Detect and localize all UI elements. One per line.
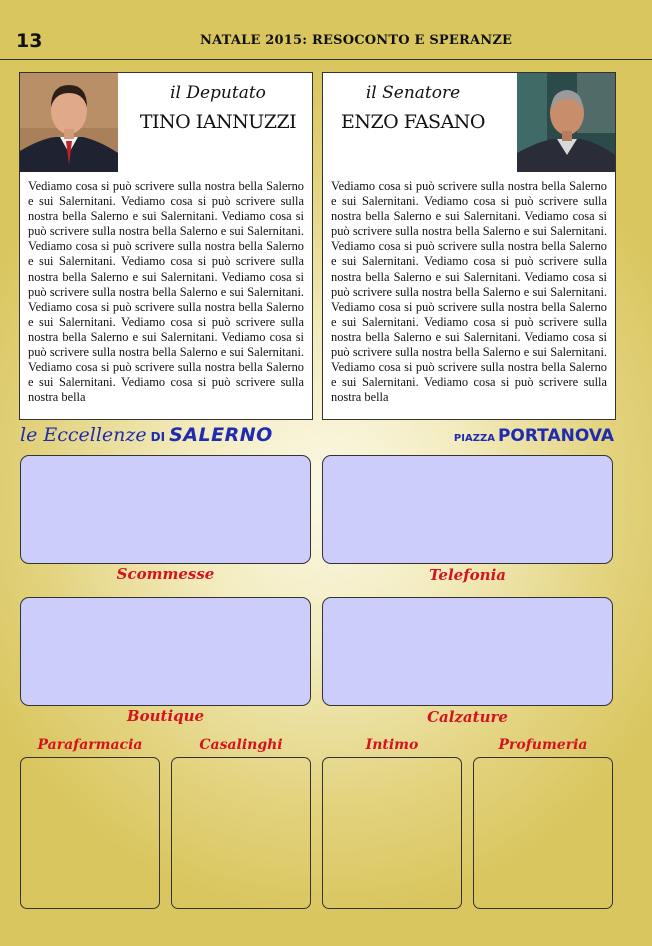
deputy-role: il Deputato [170, 83, 266, 103]
ad-box-boutique [20, 597, 311, 706]
deputy-photo [20, 73, 118, 172]
page-header [0, 0, 652, 60]
label-calzature: Calzature [427, 708, 508, 726]
section-location-piazza: PIAZZA [453, 433, 495, 444]
label-telefonia: Telefonia [428, 566, 506, 584]
senator-name: ENZO FASANO [340, 111, 485, 133]
ad-box-calzature [322, 597, 613, 706]
running-title: NATALE 2015: RESOCONTO E SPERANZE [200, 33, 513, 48]
senator-role: il Senatore [365, 83, 461, 103]
label-profumeria: Profumeria [498, 737, 588, 753]
section-title-eccellenze: le Eccellenze [20, 424, 147, 446]
section-title-di: DI [150, 430, 166, 444]
section-location-portanova: PORTANOVA [497, 426, 614, 446]
deputy-text: Vediamo cosa si può scrivere sulla nostra bella Salerno e sui Salernitani. Vediamo cosa si può scrivere sulla nostra bella Salerno e sui Salernitani. Vediamo cosa si può scrivere sulla nostra bella Salerno e sui Salernitani. Vediamo cosa si può scrivere sulla nostra bella Salerno e sui Salernitani. Vediamo cosa si può scrivere sulla nostra bella Salerno e sui Salernitani. Vediamo cosa si può scrivere sulla nostra bella Salerno e sui Salernitani. Vediamo cosa si può scrivere sulla nostra bella Salerno e sui Salernitani. Vediamo cosa si può scrivere sulla nostra bella Salerno e sui Salernitani. Vediamo cosa si può scrivere sulla nostra bella Salerno e sui Salernitani. Vediamo cosa si può scrivere sulla nostra bella Salerno e sui Salernitani. Vediamo cosa si può scrivere sulla nostra bella [28, 179, 304, 405]
ad-box-parafarmacia [20, 757, 160, 909]
ad-box-casalinghi [171, 757, 311, 909]
section-location [454, 426, 614, 446]
deputy-name: TINO IANNUZZI [139, 111, 297, 133]
ad-box-profumeria [473, 757, 613, 909]
label-casalinghi: Casalinghi [199, 737, 283, 753]
label-intimo: Intimo [365, 737, 419, 753]
label-boutique: Boutique [126, 707, 205, 725]
section-title-salerno: SALERNO [169, 424, 273, 446]
ad-box-intimo [322, 757, 462, 909]
label-scommesse: Scommesse [116, 565, 215, 583]
label-parafarmacia: Parafarmacia [37, 737, 143, 753]
section-title [20, 424, 273, 446]
ad-box-scommesse [20, 455, 311, 564]
senator-photo [517, 73, 615, 172]
senator-text: Vediamo cosa si può scrivere sulla nostra bella Salerno e sui Salernitani. Vediamo cosa si può scrivere sulla nostra bella Salerno e sui Salernitani. Vediamo cosa si può scrivere sulla nostra bella Salerno e sui Salernitani. Vediamo cosa si può scrivere sulla nostra bella Salerno e sui Salernitani. Vediamo cosa si può scrivere sulla nostra bella Salerno e sui Salernitani. Vediamo cosa si può scrivere sulla nostra bella Salerno e sui Salernitani. Vediamo cosa si può scrivere sulla nostra bella Salerno e sui Salernitani. Vediamo cosa si può scrivere sulla nostra bella Salerno e sui Salernitani. Vediamo cosa si può scrivere sulla nostra bella Salerno e sui Salernitani. Vediamo cosa si può scrivere sulla nostra bella Salerno e sui Salernitani. Vediamo cosa si può scrivere sulla nostra bella [331, 179, 607, 405]
deputy-card [19, 72, 313, 420]
ad-box-telefonia [322, 455, 613, 564]
page-number: 13 [16, 30, 43, 52]
senator-card [322, 72, 616, 420]
